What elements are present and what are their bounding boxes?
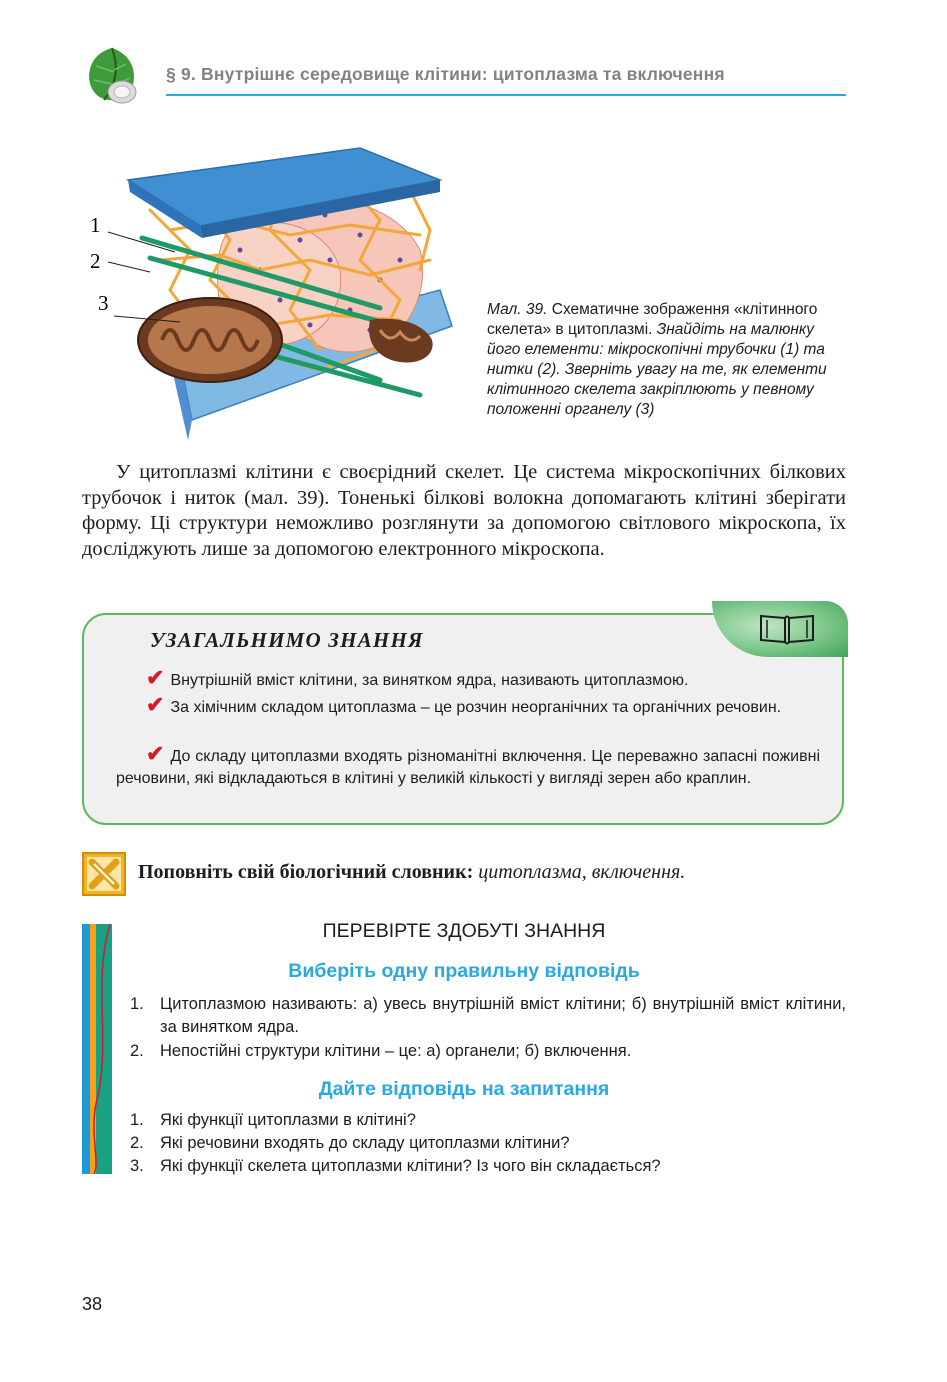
book-icon bbox=[757, 612, 817, 646]
checkmark-icon: ✔ bbox=[146, 692, 165, 717]
checkmark-icon: ✔ bbox=[146, 665, 165, 690]
figure-caption bbox=[487, 300, 847, 420]
summary-item: ✔ До складу цитоплазми входять різноманітні включення. Це переважно запасні поживні речовини, які відкладаються в клітині у великій кількості у вигляді зерен або краплин. bbox=[116, 741, 820, 787]
figure-label-3: 3 bbox=[98, 291, 109, 315]
page-number: 38 bbox=[82, 1294, 103, 1314]
figure-label-1: 1 bbox=[90, 213, 101, 237]
section-title: § 9. Внутрішнє середовище клітини: цитоплазма та включення bbox=[166, 64, 725, 84]
choose-subtitle: Виберіть одну правильну відповідь bbox=[288, 960, 640, 982]
dictionary-icon bbox=[82, 852, 126, 896]
check-title: ПЕРЕВІРТЕ ЗДОБУТІ ЗНАННЯ bbox=[322, 920, 606, 942]
caption-main: Схематичне зображення «клітинного скелета» в цитоплазмі. bbox=[487, 301, 818, 338]
caption-number: Мал. 39. bbox=[487, 301, 548, 318]
decorative-stripe bbox=[82, 924, 112, 1174]
question-item: 1. Які функції цитоплазми в клітині? bbox=[130, 1111, 416, 1129]
body-paragraph: У цитоплазмі клітини є своєрідний скелет. Це система мікроскопічних білкових трубочок і ниток (мал. 39). Тоненькі білкові волокна допомагають клітині зберігати форму. Ці структури неможливо розглянути за допомогою світлового мікроскопа, їх досліджують лише за допомогою електронного мікроскопа. bbox=[82, 461, 846, 560]
cytoskeleton-illustration bbox=[80, 140, 460, 450]
summary-item: ✔ За хімічним складом цитоплазма – це розчин неорганічних та органічних речовин. bbox=[146, 692, 782, 717]
figure-label-2: 2 bbox=[90, 249, 101, 273]
header-divider bbox=[166, 94, 846, 96]
answer-subtitle: Дайте відповідь на запитання bbox=[318, 1078, 610, 1100]
summary-title: УЗАГАЛЬНИМО ЗНАННЯ bbox=[150, 628, 424, 652]
leaf-icon bbox=[82, 44, 142, 106]
summary-item: ✔ Внутрішній вміст клітини, за винятком ядра, називають цитоплазмою. bbox=[146, 665, 689, 690]
caption-task: Знайдіть на малюнку його елементи: мікроскопічні трубочки (1) та нитки (2). Зверніть увагу на те, як елементи клітинного скелета закріплюють у певному положенні органелу (3) bbox=[487, 321, 827, 418]
dictionary-line bbox=[138, 861, 685, 884]
question-item: 3. Які функції скелета цитоплазми клітини? Із чого він складається? bbox=[130, 1157, 661, 1175]
dictionary-terms: цитоплазма, включення. bbox=[478, 861, 686, 883]
checkmark-icon: ✔ bbox=[146, 741, 165, 766]
dictionary-lead: Поповніть свій біологічний словник: bbox=[138, 861, 474, 883]
question-item: 2. Непостійні структури клітини – це: а) органели; б) включення. bbox=[130, 1042, 632, 1060]
question-item: 1. Цитоплазмою називають: а) увесь внутрішній вміст клітини; б) внутрішній вміст клітини, за винятком ядра. bbox=[130, 995, 846, 1036]
question-item: 2. Які речовини входять до складу цитоплазми клітини? bbox=[130, 1134, 570, 1152]
